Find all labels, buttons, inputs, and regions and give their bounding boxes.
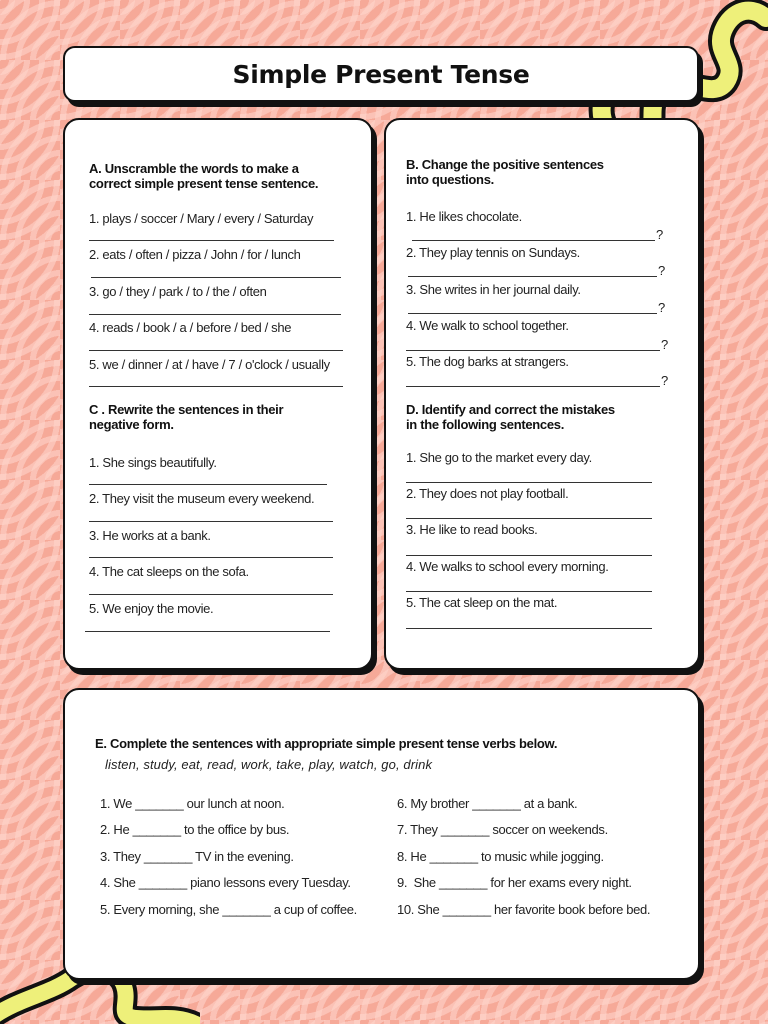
answer-line[interactable]	[89, 240, 334, 241]
question-mark: ?	[658, 300, 666, 315]
title-card	[63, 46, 699, 102]
answer-line[interactable]	[89, 557, 333, 558]
answer-line[interactable]	[91, 277, 341, 278]
answer-line[interactable]	[89, 594, 333, 595]
section-a-item-4: 4. reads / book / a / before / bed / she	[89, 320, 292, 335]
section-b-d-card	[384, 118, 700, 670]
section-b-heading: B. Change the positive sentences into questions.	[406, 157, 604, 187]
section-e-item-9: 9. She _______ for her exams every night.	[397, 875, 632, 890]
verb-bank: listen, study, eat, read, work, take, play, watch, go, drink	[105, 757, 433, 772]
section-e-item-6: 6. My brother _______ at a bank.	[397, 796, 578, 811]
section-c-item-5: 5. We enjoy the movie.	[89, 601, 214, 616]
section-b-item-2: 2. They play tennis on Sundays.	[406, 245, 580, 260]
section-b-item-5: 5. The dog barks at strangers.	[406, 354, 569, 369]
section-e-item-8: 8. He _______ to music while jogging.	[397, 849, 604, 864]
section-d-item-1: 1. She go to the market every day.	[406, 450, 592, 465]
answer-line[interactable]	[406, 518, 652, 519]
section-c-item-1: 1. She sings beautifully.	[89, 455, 217, 470]
answer-line[interactable]	[406, 628, 652, 629]
question-mark: ?	[661, 337, 669, 352]
answer-line[interactable]	[412, 240, 655, 241]
section-b-item-1: 1. He likes chocolate.	[406, 209, 522, 224]
answer-line[interactable]	[406, 386, 660, 387]
section-e-item-5: 5. Every morning, she _______ a cup of coffee.	[100, 902, 357, 917]
section-e-card	[63, 688, 700, 980]
section-d-item-5: 5. The cat sleep on the mat.	[406, 595, 558, 610]
section-e-item-10: 10. She _______ her favorite book before bed.	[397, 902, 651, 917]
section-e-heading: E. Complete the sentences with appropriate simple present tense verbs below.	[95, 736, 558, 751]
section-a-item-3: 3. go / they / park / to / the / often	[89, 284, 267, 299]
section-e-item-7: 7. They _______ soccer on weekends.	[397, 822, 608, 837]
section-d-heading: D. Identify and correct the mistakes in the following sentences.	[406, 402, 615, 432]
question-mark: ?	[658, 263, 666, 278]
section-a-c-card	[63, 118, 373, 670]
answer-line[interactable]	[89, 386, 343, 387]
section-d-item-3: 3. He like to read books.	[406, 522, 538, 537]
section-e-item-2: 2. He _______ to the office by bus.	[100, 822, 290, 837]
answer-line[interactable]	[408, 276, 657, 277]
section-a-heading: A. Unscramble the words to make a correct simple present tense sentence.	[89, 161, 319, 191]
section-b-item-4: 4. We walk to school together.	[406, 318, 569, 333]
question-mark: ?	[656, 227, 664, 242]
section-d-item-2: 2. They does not play football.	[406, 486, 569, 501]
answer-line[interactable]	[89, 484, 327, 485]
section-c-item-2: 2. They visit the museum every weekend.	[89, 491, 315, 506]
section-e-item-1: 1. We _______ our lunch at noon.	[100, 796, 285, 811]
question-mark: ?	[661, 373, 669, 388]
answer-line[interactable]	[406, 482, 652, 483]
answer-line[interactable]	[406, 350, 660, 351]
answer-line[interactable]	[89, 314, 341, 315]
section-d-item-4: 4. We walks to school every morning.	[406, 559, 609, 574]
section-c-heading: C . Rewrite the sentences in their negative form.	[89, 402, 284, 432]
section-e-item-4: 4. She _______ piano lessons every Tuesday.	[100, 875, 351, 890]
answer-line[interactable]	[89, 521, 333, 522]
page-title: Simple Present Tense	[232, 60, 530, 89]
section-e-item-3: 3. They _______ TV in the evening.	[100, 849, 294, 864]
answer-line[interactable]	[406, 555, 652, 556]
answer-line[interactable]	[85, 631, 330, 632]
section-c-item-4: 4. The cat sleeps on the sofa.	[89, 564, 249, 579]
answer-line[interactable]	[408, 313, 657, 314]
answer-line[interactable]	[406, 591, 652, 592]
section-a-item-2: 2. eats / often / pizza / John / for / lunch	[89, 247, 301, 262]
section-a-item-5: 5. we / dinner / at / have / 7 / o'clock / usually	[89, 357, 330, 372]
section-b-item-3: 3. She writes in her journal daily.	[406, 282, 581, 297]
section-c-item-3: 3. He works at a bank.	[89, 528, 211, 543]
answer-line[interactable]	[89, 350, 343, 351]
section-a-item-1: 1. plays / soccer / Mary / every / Saturday	[89, 211, 314, 226]
